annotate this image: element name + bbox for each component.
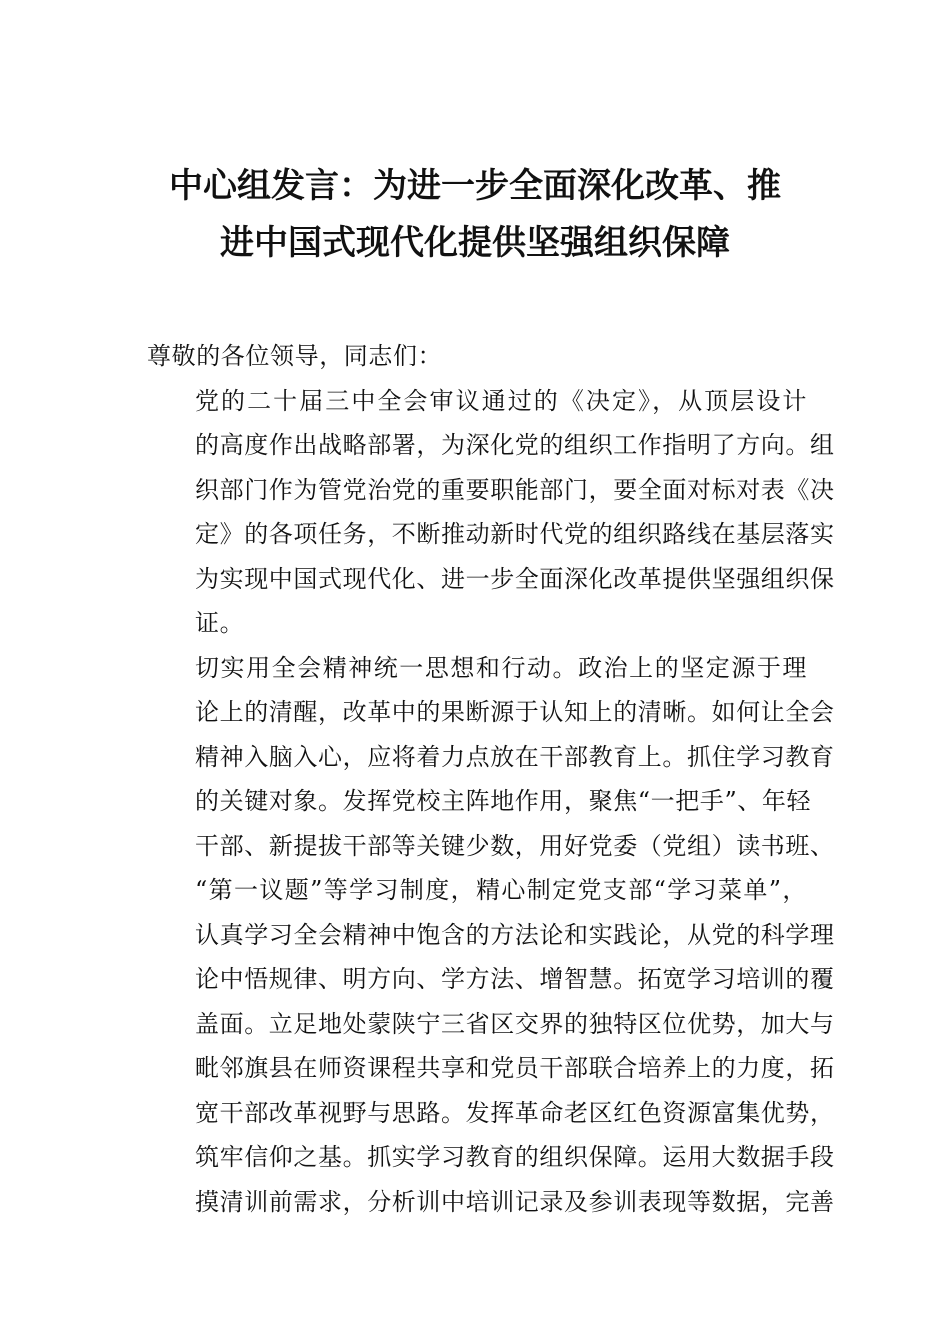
paragraph-line: 毗邻旗县在师资课程共享和党员干部联合培养上的力度，拓 (195, 1054, 835, 1082)
paragraph-line: 的关键对象。发挥党校主阵地作用，聚焦“一把手”、年轻 (195, 787, 812, 815)
paragraph-line: “第一议题”等学习制度，精心制定党支部“学习菜单”， (195, 876, 807, 904)
paragraph-line: 论上的清醒，改革中的果断源于认知上的清晰。如何让全会 (195, 698, 835, 726)
paragraph-line: 为实现中国式现代化、进一步全面深化改革提供坚强组织保 (195, 564, 835, 593)
title-line-1: 中心组发言：为进一步全面深化改革、推 (169, 166, 781, 206)
paragraph-line: 认真学习全会精神中饱含的方法论和实践论，从党的科学理 (195, 920, 835, 949)
paragraph-line: 切实用全会精神统一思想和行动。政治上的坚定源于理 (195, 653, 807, 682)
paragraph-line: 盖面。立足地处蒙陕宁三省区交界的独特区位优势，加大与 (195, 1009, 835, 1038)
paragraph-line: 党的二十届三中全会审议通过的《决定》，从顶层设计 (195, 386, 807, 415)
paragraph-line: 定》的各项任务，不断推动新时代党的组织路线在基层落实 (195, 520, 835, 548)
document-title (90, 158, 860, 272)
paragraph-1 (147, 379, 835, 646)
paragraph-line: 论中悟规律、明方向、学方法、增智慧。拓宽学习培训的覆 (195, 965, 835, 993)
paragraph-line: 筑牢信仰之基。抓实学习教育的组织保障。运用大数据手段 (195, 1143, 835, 1171)
paragraph-2 (147, 646, 835, 1225)
paragraph-line: 摸清训前需求，分析训中培训记录及参训表现等数据，完善 (195, 1187, 835, 1216)
title-line-2: 进中国式现代化提供坚强组织保障 (220, 223, 730, 263)
paragraph-line: 织部门作为管党治党的重要职能部门，要全面对标对表《决 (195, 475, 835, 504)
paragraph-line: 精神入脑入心，应将着力点放在干部教育上。抓住学习教育 (195, 742, 835, 771)
document-body (147, 334, 835, 1224)
salutation: 尊敬的各位领导，同志们： (147, 342, 443, 370)
paragraph-line: 证。 (195, 609, 245, 637)
paragraph-line: 宽干部改革视野与思路。发挥革命老区红色资源富集优势， (195, 1098, 835, 1127)
paragraph-line: 干部、新提拔干部等关键少数，用好党委（党组）读书班、 (195, 831, 835, 860)
paragraph-line: 的高度作出战略部署，为深化党的组织工作指明了方向。组 (195, 431, 835, 459)
